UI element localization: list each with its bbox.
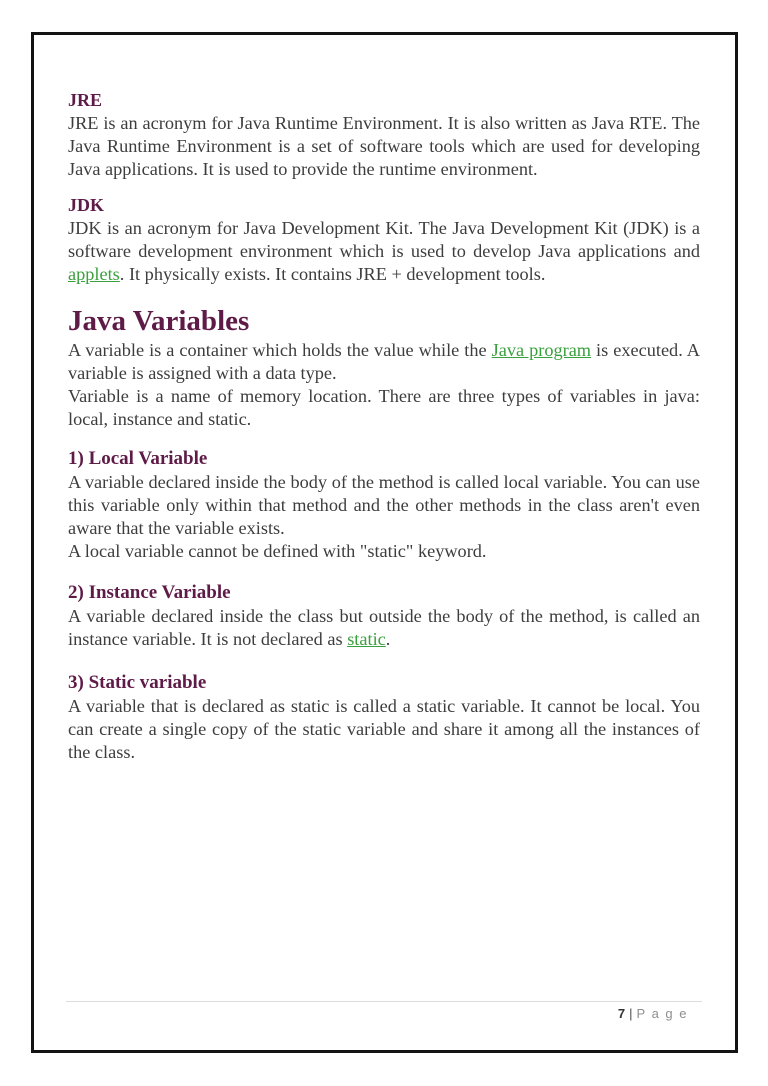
footer-separator: | [629,1006,633,1021]
footer-page-indicator [66,1006,702,1022]
heading-jre: JRE [68,90,103,110]
heading-java-variables: Java Variables [68,305,250,337]
paragraph-variable-intro-text-before: A variable is a container which holds the value while the [68,340,492,360]
paragraph-variable-intro [68,339,700,385]
paragraph-variable-intro-text-after: is executed. A variable is assigned with a data type. [68,340,700,383]
footer-divider-line [66,1001,702,1002]
heading-static-variable: 3) Static variable [68,672,207,693]
static-link[interactable]: static [347,629,386,649]
paragraph-jdk [68,217,700,286]
footer-page-label: P a g e [636,1006,688,1021]
heading-local-variable: 1) Local Variable [68,448,208,469]
heading-instance-variable: 2) Instance Variable [68,582,231,603]
paragraph-static-variable: A variable that is declared as static is called a static variable. It cannot be local. You can create a single copy of the static variable and share it among all the instances of the class. [68,696,700,762]
paragraph-instance-variable [68,605,700,651]
paragraph-local-variable-note: A local variable cannot be defined with "static" keyword. [68,541,487,561]
paragraph-jre: JRE is an acronym for Java Runtime Environment. It is also written as Java RTE. The Java Runtime Environment is a set of software tools which are used for developing Java applications. It is used to provide the runtime environment. [68,113,700,179]
applets-link[interactable]: applets [68,264,120,284]
heading-jdk: JDK [68,195,104,215]
paragraph-variable-types: Variable is a name of memory location. There are three types of variables in java: local, instance and static. [68,386,700,429]
page-border-frame [31,32,738,1053]
paragraph-jdk-text-after: . It physically exists. It contains JRE + development tools. [119,264,546,284]
java-program-link[interactable]: Java program [491,340,592,360]
paragraph-instance-variable-text-before: A variable declared inside the class but outside the body of the method, is called an instance variable. It is not declared as [68,606,700,649]
footer-page-number: 7 [617,1006,627,1021]
paragraph-local-variable: A variable declared inside the body of the method is called local variable. You can use this variable only within that method and the other methods in the class aren't even aware that the variable exists. [68,472,700,538]
paragraph-instance-variable-text-after: . [385,629,391,649]
paragraph-jdk-text-before: JDK is an acronym for Java Development Kit. The Java Development Kit (JDK) is a software development environment which is used to develop Java applications and [68,218,700,261]
page-footer [66,1001,702,1022]
